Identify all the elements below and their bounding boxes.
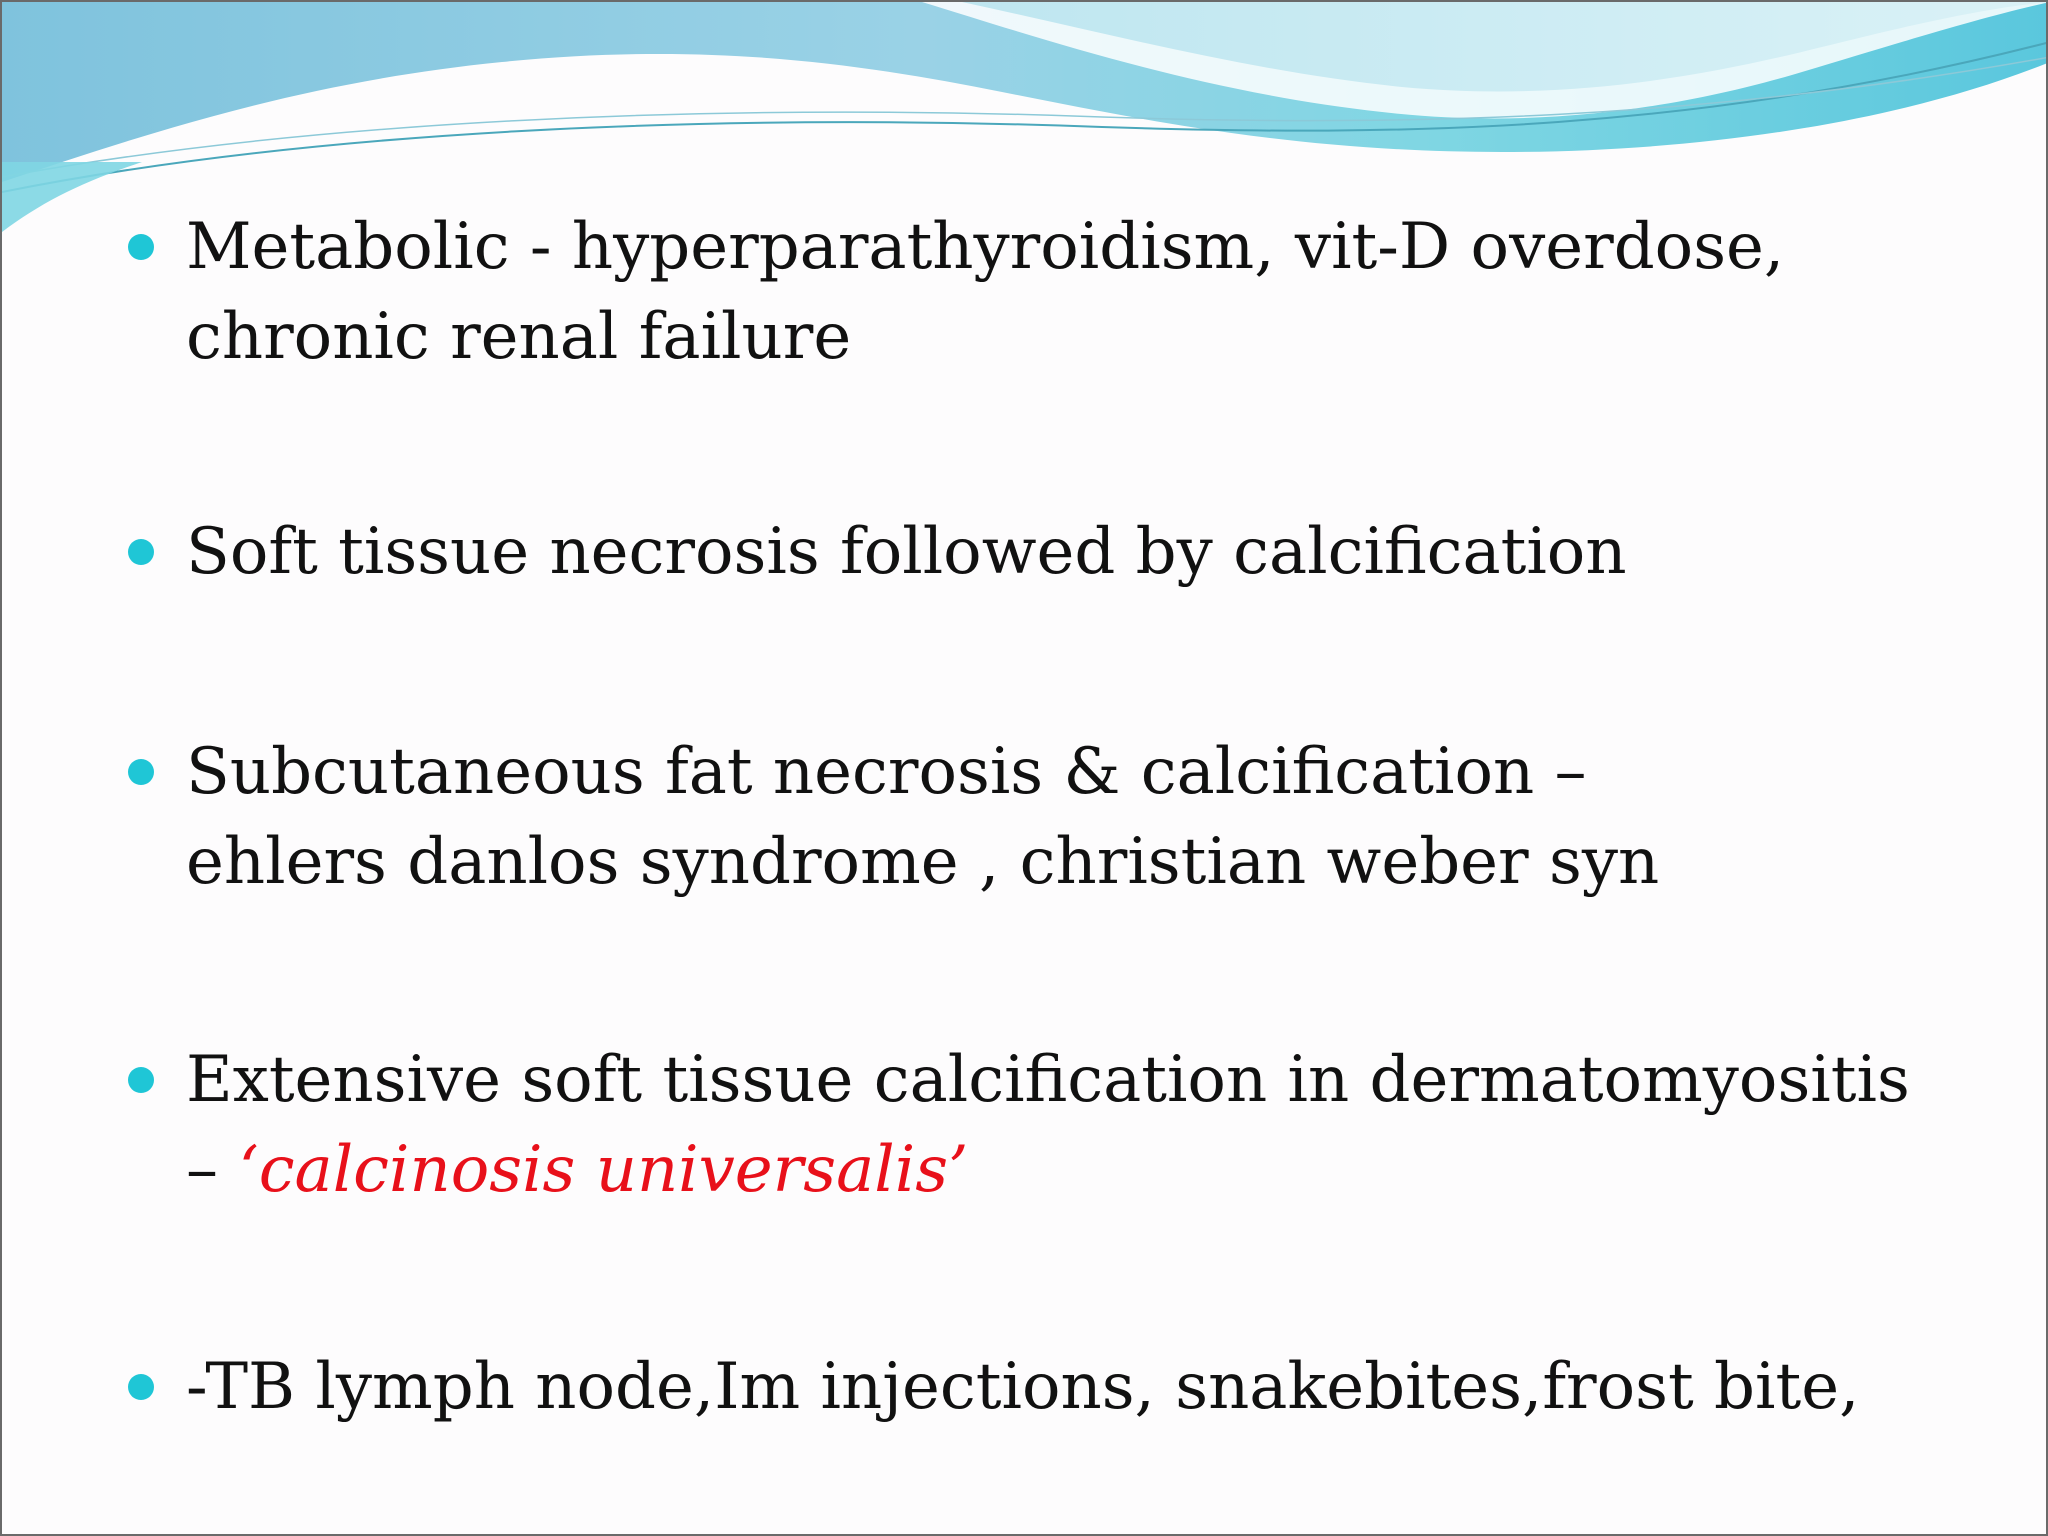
- bullet-dot-icon: [128, 1374, 154, 1400]
- bullet-line: Extensive soft tissue calcification in dermatomyositis: [186, 1043, 1910, 1117]
- dash-prefix: –: [186, 1133, 239, 1207]
- bullet-dot-icon: [128, 539, 154, 565]
- bullet-dot-icon: [128, 234, 154, 260]
- bullet-dot-icon: [128, 1067, 154, 1093]
- bullet-line: -TB lymph node,Im injections, snakebites,frost bite,: [186, 1350, 1860, 1424]
- emphasis-term: ‘calcinosis universalis’: [238, 1133, 969, 1207]
- bullet-line: chronic renal failure: [186, 300, 852, 374]
- bullet-line: Soft tissue necrosis followed by calcification: [186, 515, 1627, 589]
- bullet-line: ehlers danlos syndrome , christian weber syn: [186, 825, 1660, 899]
- bullet-dot-icon: [128, 759, 154, 785]
- bullet-line: [186, 1125, 2006, 1215]
- bullet-line: Subcutaneous fat necrosis & calcification –: [186, 735, 1587, 809]
- bullet-line: Metabolic - hyperparathyroidism, vit-D overdose,: [186, 210, 1785, 284]
